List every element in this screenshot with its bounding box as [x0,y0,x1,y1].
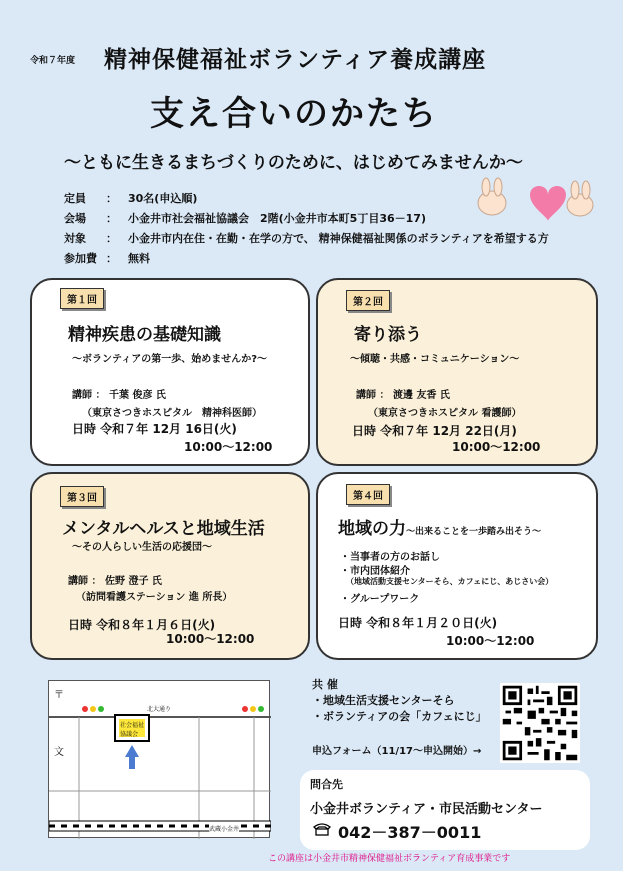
subtitle: ～ともに生きるまちづくりのために、はじめてみませんか～ [64,153,523,173]
school-mark: 文 [54,747,64,758]
venue-label: 社会福祉協議会 [120,722,145,738]
session-affiliation: （訪問看護ステーション 進 所長） [76,592,233,603]
course-title: 精神保健福祉ボランティア養成講座 [104,47,487,73]
session-date: 日時 令和８年１月２０日(火) [338,616,498,630]
session-card-4 [316,472,598,660]
contact-heading: 問合先 [310,778,343,791]
session-lecturer: 講師 ： 渡邊 友香 氏 [356,390,450,401]
application-qr-code[interactable] [500,683,580,763]
info-capacity: 定員 ： 30名(申込順) [64,192,198,205]
session-title: 寄り添う [354,325,422,345]
session-lecturer: 講師 ： 千葉 俊彦 氏 [72,390,166,401]
session-badge: 第２回 [346,290,390,311]
session-item: ・当事者の方のお話し [340,552,440,563]
fiscal-year: 令和７年度 [30,56,76,66]
session-lecturer: 講師 ： 佐野 澄子 氏 [68,576,162,587]
session-card-2 [316,278,598,466]
session-subtitle: ～傾聴・共感・コミュニケーション～ [350,354,520,365]
session-title: 精神疾患の基礎知識 [68,325,221,345]
session-date: 日時 令和７年 12月 16日(火) [72,422,237,436]
post-office-mark: 〒 [54,690,64,701]
session-date: 日時 令和７年 12月 22日(月) [352,424,517,438]
cosponsor-heading: 共 催 [312,678,338,691]
north-road-label: 北大通り [147,706,172,713]
contact-box [300,770,590,850]
info-target: 対象 ： 小金井市内在住・在勤・在学の方で、 精神保健福祉関係のボランティアを希望する方 [64,232,549,245]
session-time: 10:00～12:00 [166,632,255,646]
contact-phone[interactable]: 042－387－0011 [338,823,482,842]
session-date: 日時 令和８年１月６日(火) [68,618,216,632]
session-badge: 第１回 [60,288,104,309]
main-title: 支え合いのかたち [150,94,438,134]
session-item: ・グループワーク [340,594,420,605]
info-venue: 会場 ： 小金井市社会福祉協議会 2階(小金井市本町5丁目36－17) [64,212,426,225]
session-subtitle: ～その人らしい生活の応援団～ [72,542,212,553]
rabbit-heart-illustration [470,175,600,225]
session-badge: 第３回 [60,486,104,507]
session-badge: 第４回 [346,484,390,505]
phone-icon [312,822,332,836]
session-item: ・市内団体紹介 [340,566,410,577]
contact-organization: 小金井ボランティア・市民活動センター [310,802,543,817]
station-label: 武蔵小金井 [209,826,240,833]
info-fee: 参加費 ： 無料 [64,252,150,265]
session-title: 地域の力～出来ることを一歩踏み出そう～ [338,519,542,539]
cosponsor-item: ・ボランティアの会「カフェにじ」 [312,710,487,723]
area-map [48,680,270,838]
application-form-link[interactable]: 申込フォーム（11/17～申込開始）→ [312,746,482,757]
session-time: 10:00～12:00 [452,440,541,454]
session-item: （地域活動支援センターそら、カフェにじ、あじさい会） [346,577,554,586]
cosponsor-item: ・地域生活支援センターそら [312,694,455,707]
session-card-3 [30,472,310,660]
session-affiliation: （東京さつきホスピタル 精神科医師） [82,408,262,419]
footer-note: この講座は小金井市精神保健福祉ボランティア育成事業です [268,854,511,864]
session-time: 10:00～12:00 [446,634,535,648]
session-affiliation: （東京さつきホスピタル 看護師） [368,408,522,419]
session-card-1 [30,278,310,466]
session-subtitle: ～ボランティアの第一歩、始めませんか?～ [72,354,268,365]
session-title: メンタルヘルスと地域生活 [62,519,265,539]
session-time: 10:00～12:00 [184,440,273,454]
